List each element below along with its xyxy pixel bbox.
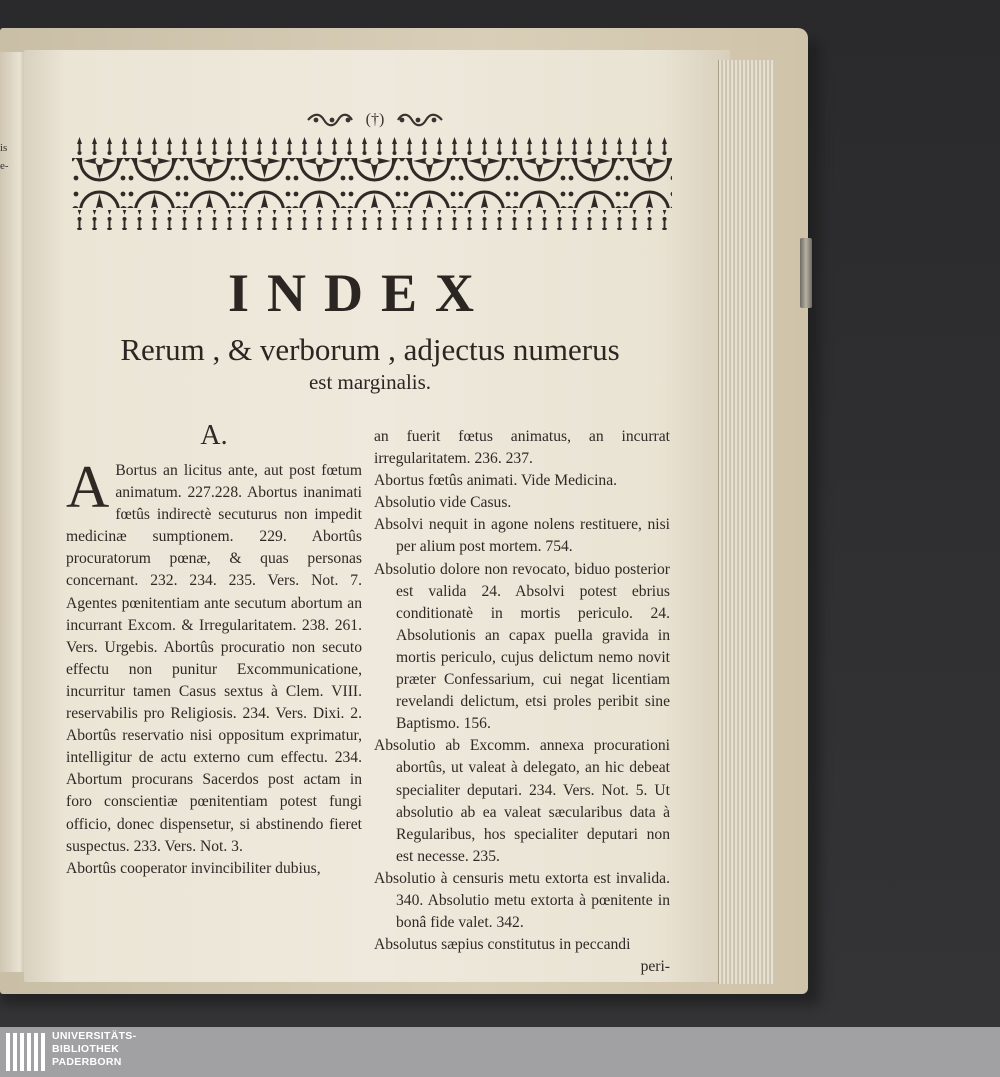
fleuron-right-icon xyxy=(392,113,444,127)
left-column xyxy=(66,416,362,880)
right-column xyxy=(374,426,670,978)
index-entry: Absolvi nequit in agone nolens restituere, nisi per alium post mortem. 754. xyxy=(374,516,670,556)
index-entry-text: Bortus an licitus ante, aut post fœtum animatum. 227.228. Abortus inanimati fœtûs indirectè secuturus non impedit medicinæ sumptionem. 229. Abortûs procuratorum pœnæ, & quas personas concernant. 232. 234. 235. Vers. Not. 7. Agentes pœnitentiam ante secutum abortum an incurrant Excom. & Irregularitatem. 238. 261. Vers. Urgebis. Abortûs procuratio non secuto effectu non punitur Excommunicatione, incurritur tamen Casus sextus à Clem. VIII. reservabilis pro Religiosis. 234. Vers. Dixi. 2. Abortûs reservatio nisi oppositum exprimatur, intelligitur de actu externo cum effectu. 234. Abortum procurans Sacerdos post actam in foro conscientiæ pœnitentiam potest fungi officio, donec dispensetur, si abstinendo fieret suspectus. 233. Vers. Not. 3. xyxy=(66,462,362,855)
page-signature: (†) xyxy=(365,111,385,128)
index-entry: Absolutus sæpius constitutus in peccandi xyxy=(374,936,631,954)
index-entry: Absolutio à censuris metu extorta est invalida. 340. Absolutio metu extorta à pœnitente in bonâ fide valet. 342. xyxy=(374,869,670,932)
page-header xyxy=(300,109,450,131)
index-entry: Abortus fœtûs animati. Vide Medicina. xyxy=(374,472,618,490)
index-entry-continued: an fuerit fœtus animatus, an incurrat irregularitatem. 236. 237. xyxy=(374,428,670,468)
index-entry: Abortûs cooperator invincibiliter dubius, xyxy=(66,859,321,877)
logo-line: PADERBORN xyxy=(52,1056,122,1068)
index-title: INDEX xyxy=(227,263,493,323)
logo-line: UNIVERSITÄTS- xyxy=(52,1030,137,1042)
logo-line: BIBLIOTHEK xyxy=(52,1043,120,1055)
library-logo-bars-icon xyxy=(6,1031,46,1073)
catchword: peri- xyxy=(640,958,670,976)
footer-bar xyxy=(0,1027,1000,1077)
index-entry xyxy=(66,454,362,858)
index-entry: Absolutio vide Casus. xyxy=(374,494,512,512)
drop-cap: A xyxy=(66,454,110,520)
page-stack-edges xyxy=(718,60,775,984)
library-logo-text xyxy=(52,1030,136,1069)
index-entry: Absolutio ab Excomm. annexa procurationi abortûs, ut valeat à delegato, an hic debeat specialiter deputari. 234. Vers. Not. 5. Ut absolutio ab ea valeat sæcularibus data à Regularibus, hos specialiter deputari non est necesse. 235. xyxy=(374,737,670,865)
index-subtitle-continued: est marginalis. xyxy=(308,370,432,394)
fleuron-left-icon xyxy=(306,113,358,127)
clasp xyxy=(800,238,812,308)
left-margin-fragment: is xyxy=(0,142,8,154)
section-letter: A. xyxy=(200,420,228,451)
ornamental-border-icon xyxy=(72,136,672,230)
index-entry: Absolutio dolore non revocato, biduo posterior est valida 24. Absolvi potest ebrius conditionatè in mortis periculo. 24. Absolutionis an capax puella gravida in mortis periculo, cujus delictum nemo novit præter Confessarium, cui negat licentiam revelandi delictum, etsi proles peribit sine Baptismo. 156. xyxy=(374,560,670,733)
left-margin-fragment: e- xyxy=(0,160,9,172)
index-subtitle: Rerum , & verborum , adjectus numerus xyxy=(120,332,620,367)
